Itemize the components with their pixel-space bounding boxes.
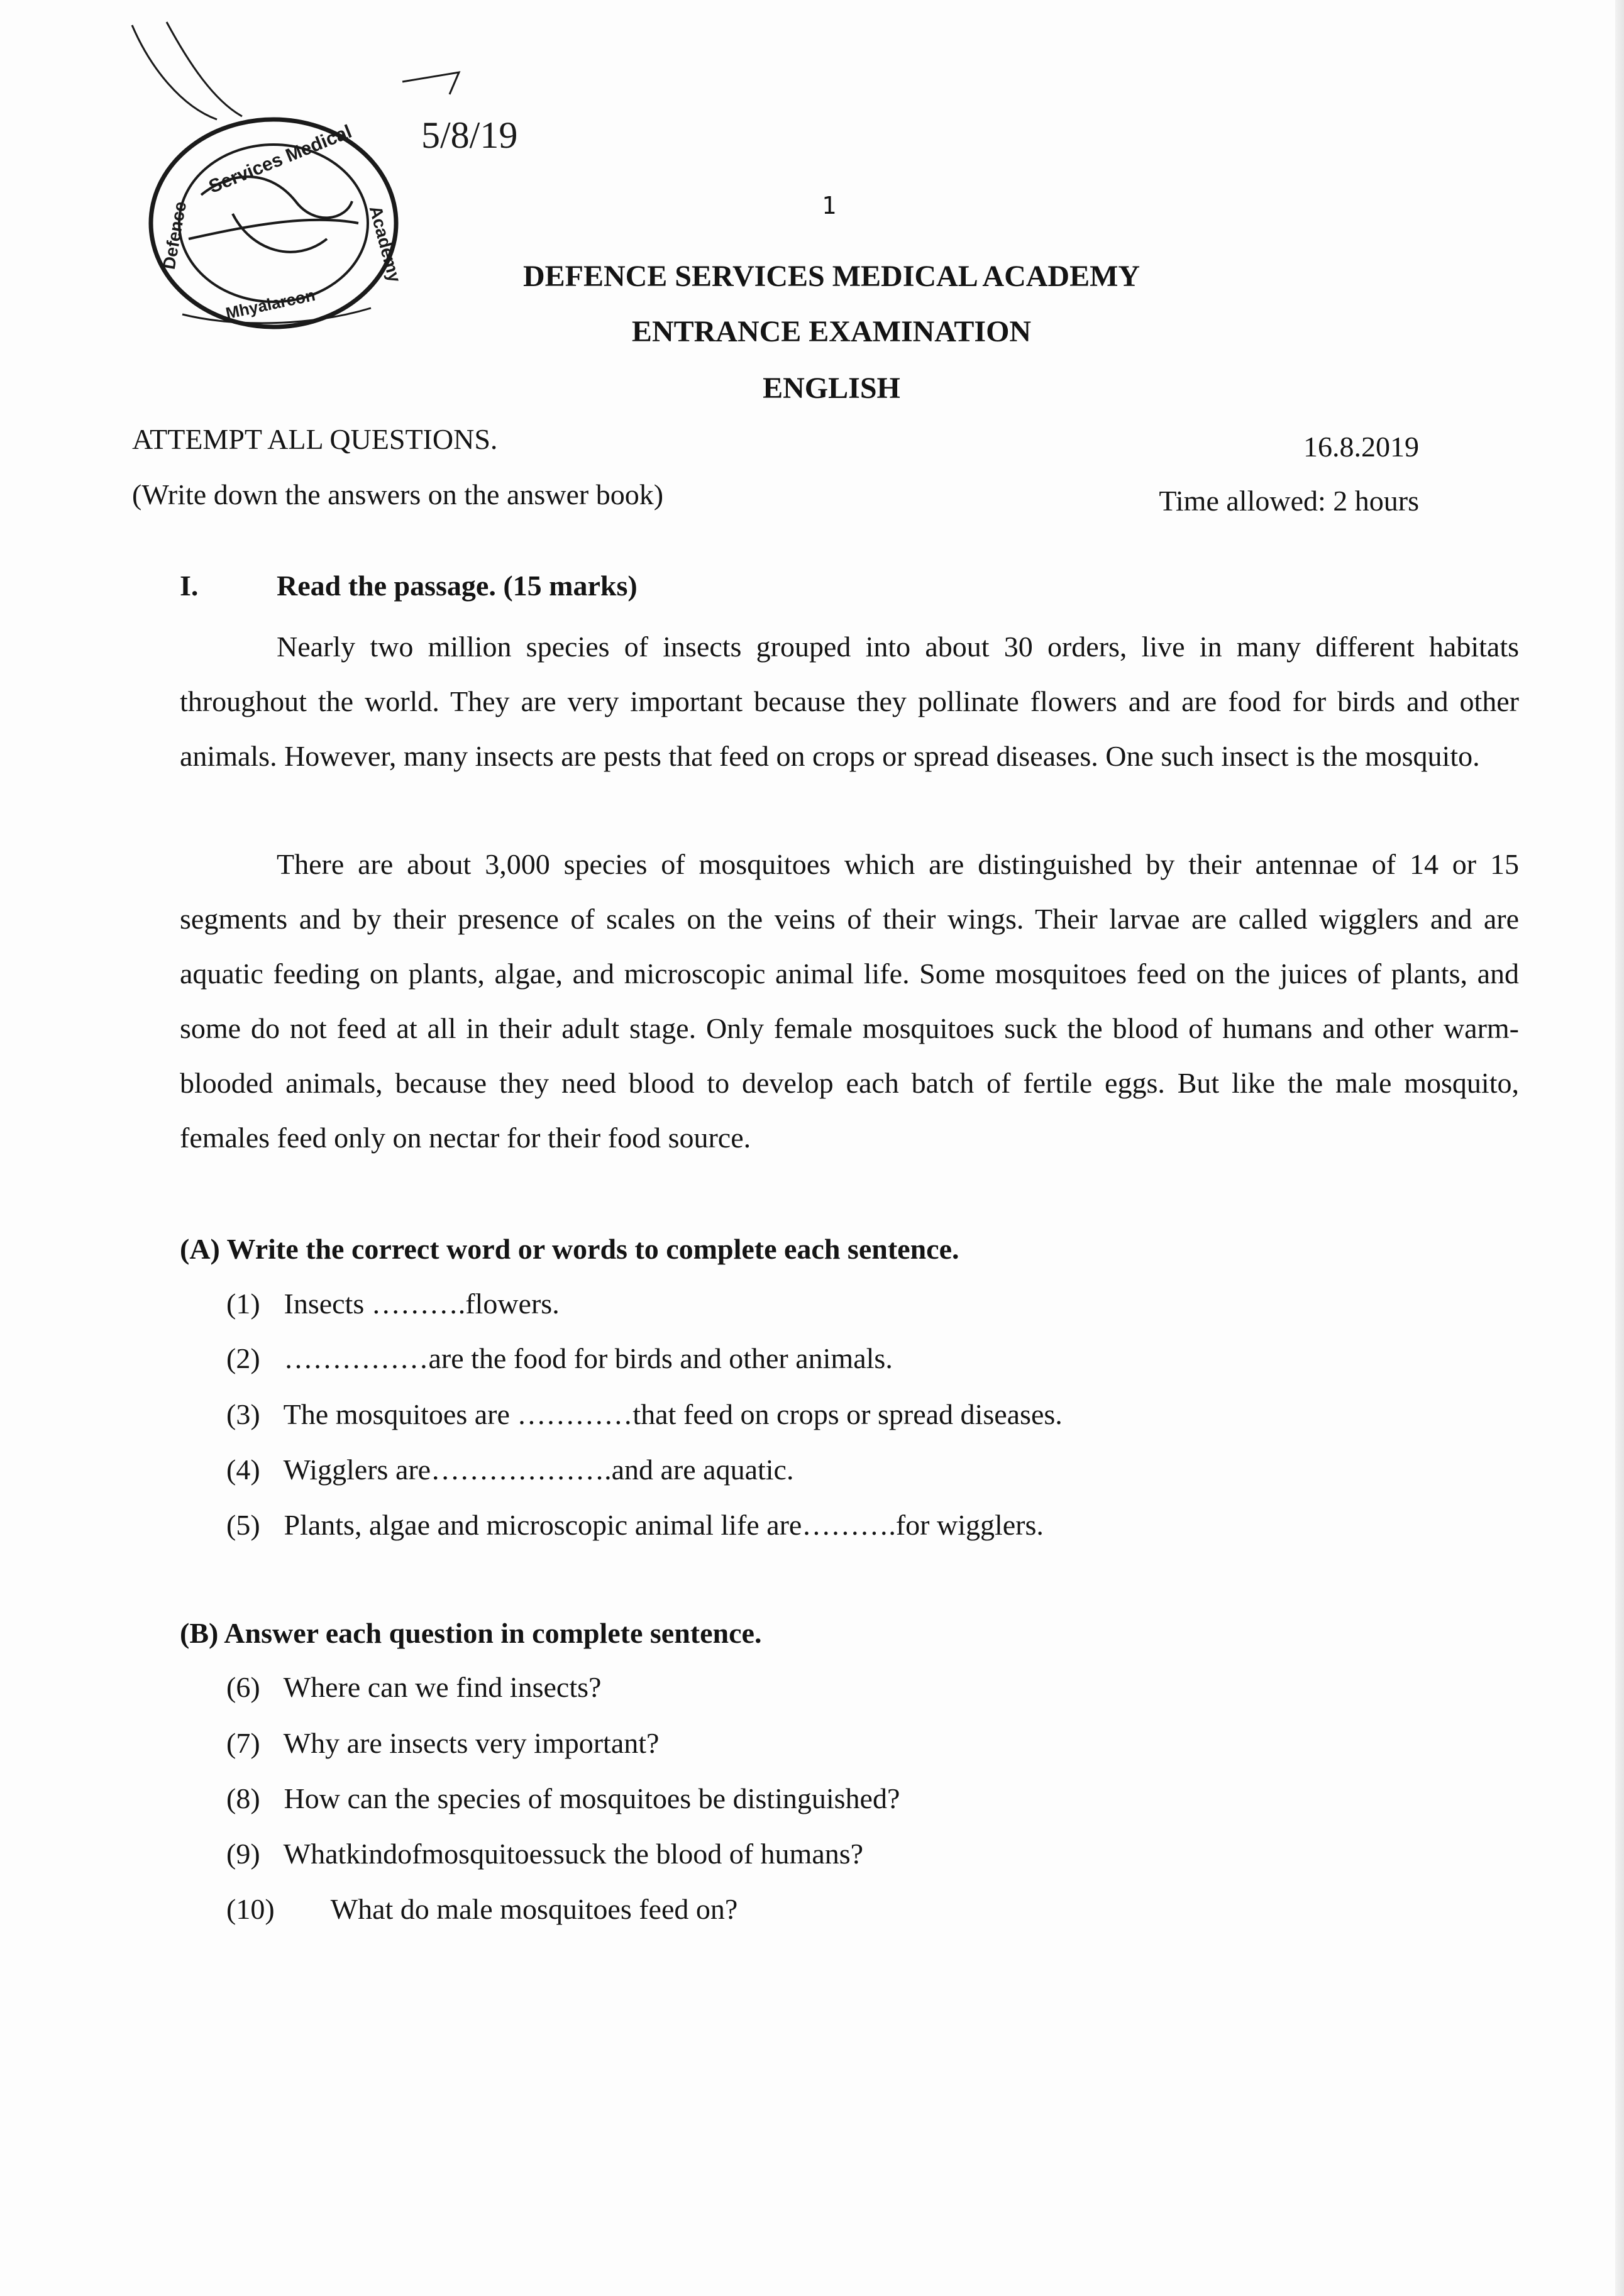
svg-text:Defence: Defence — [158, 200, 191, 271]
question-text: How can the species of mosquitoes be distinguished? — [284, 1782, 900, 1814]
part-a-heading: (A) Write the correct word or words to complete each sentence. — [180, 1233, 959, 1265]
question-item — [226, 1398, 1063, 1431]
question-number: (10) — [226, 1893, 275, 1925]
question-number: (8) — [226, 1782, 260, 1814]
section-number: I. — [180, 570, 199, 602]
part-b-heading: (B) Answer each question in complete sentence. — [180, 1617, 762, 1649]
question-item — [226, 1342, 893, 1375]
question-text: Whatkindofmosquitoessuck the blood of humans? — [283, 1838, 864, 1870]
passage-paragraph-2: There are about 3,000 species of mosquitoes which are distinguished by their antennae of 14 or 15 segments and by their presence of scales on the veins of their wings. Their larvae are called wigglers and are aquatic feeding on plants, algae, and microscopic animal life. Some mosquitoes feed on the juices of plants, and some do not feed at all in their adult stage. Only female mosquitoes suck the blood of humans and other warm-blooded animals, because they need blood to develop each batch of fertile eggs. But like the male mosquito, females feed only on nectar for their food source. — [180, 848, 1519, 1154]
question-number: (6) — [226, 1671, 260, 1703]
institution-heading: DEFENCE SERVICES MEDICAL ACADEMY — [522, 260, 1141, 293]
svg-text:Mhyalarcon: Mhyalarcon — [224, 285, 317, 323]
question-text: What do male mosquitoes feed on? — [330, 1893, 738, 1925]
section-title: Read the passage. (15 marks) — [277, 570, 638, 602]
question-item — [226, 1892, 737, 1926]
question-text: Insects ……….flowers. — [284, 1288, 560, 1320]
exam-heading: ENTRANCE EXAMINATION — [631, 315, 1032, 348]
question-number: (3) — [226, 1398, 260, 1430]
question-text: Where can we find insects? — [283, 1671, 602, 1703]
question-item — [226, 1287, 560, 1320]
attempt-instruction: ATTEMPT ALL QUESTIONS. — [132, 423, 498, 455]
question-item — [226, 1726, 659, 1760]
question-number: (9) — [226, 1838, 260, 1870]
question-number: (7) — [226, 1727, 260, 1759]
question-text: Why are insects very important? — [283, 1727, 660, 1759]
question-text: The mosquitoes are …………that feed on crops or spread diseases. — [283, 1398, 1063, 1430]
question-item — [226, 1508, 1044, 1542]
stamp-signature: 5/8/19 — [421, 114, 518, 156]
question-item — [226, 1453, 793, 1486]
page-number: 1 — [822, 192, 836, 219]
passage-paragraph-1: Nearly two million species of insects grouped into about 30 orders, live in many different habitats throughout the world. They are very important because they pollinate flowers and are food for birds and other animals. However, many insects are pests that feed on crops or spread diseases. One such insect is the mosquito. — [180, 631, 1519, 772]
subject-heading: ENGLISH — [763, 372, 900, 405]
svg-text:Services Medical: Services Medical — [206, 121, 355, 197]
question-number: (5) — [226, 1509, 260, 1541]
question-text: Plants, algae and microscopic animal life are……….for wigglers. — [284, 1509, 1044, 1541]
question-text: Wigglers are……………….and are aquatic. — [283, 1454, 794, 1486]
question-item — [226, 1670, 601, 1704]
scan-edge — [1615, 0, 1624, 2296]
question-item — [226, 1837, 863, 1870]
question-number: (4) — [226, 1454, 260, 1486]
question-number: (2) — [226, 1342, 260, 1374]
question-item — [226, 1782, 900, 1815]
time-allowed: Time allowed: 2 hours — [1159, 485, 1419, 517]
question-number: (1) — [226, 1288, 260, 1320]
question-text: ……………are the food for birds and other animals. — [284, 1342, 893, 1374]
exam-date: 16.8.2019 — [1303, 431, 1419, 463]
answer-book-instruction: (Write down the answers on the answer book) — [132, 478, 664, 511]
svg-text:Academy: Academy — [365, 203, 405, 285]
